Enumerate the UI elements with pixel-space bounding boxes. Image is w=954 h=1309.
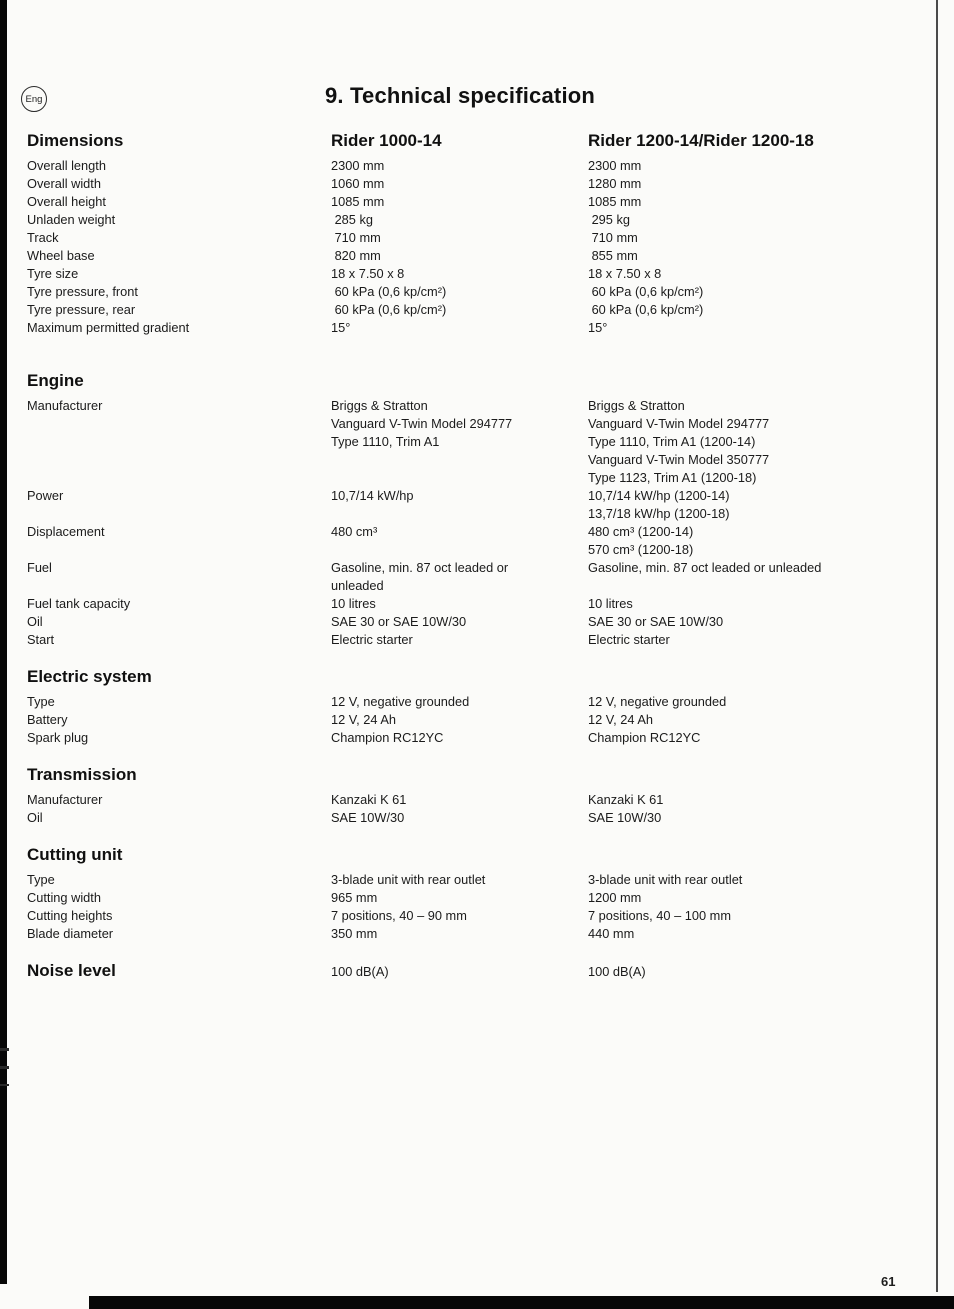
spec-label-text: Overall width bbox=[27, 176, 101, 191]
spec-label bbox=[27, 247, 331, 265]
spec-value-rider-1000-14 bbox=[331, 211, 588, 229]
spec-row bbox=[27, 319, 927, 337]
spec-value-rider-1000-14 bbox=[331, 397, 588, 451]
section-header-row bbox=[27, 845, 927, 865]
section-title bbox=[27, 131, 331, 151]
section-title-text: Noise level bbox=[27, 961, 116, 980]
spec-value-rider-1000-14 bbox=[331, 889, 588, 907]
spec-row bbox=[27, 157, 927, 175]
spec-value-rider-1200 bbox=[588, 791, 927, 809]
spec-value-rider-1200 bbox=[588, 247, 927, 265]
spec-row bbox=[27, 397, 927, 487]
spec-value-rider-1000-14-text: 2300 mm bbox=[331, 158, 385, 173]
spec-value-rider-1000-14-text: Electric starter bbox=[331, 632, 413, 647]
spec-row bbox=[27, 301, 927, 319]
spec-value-rider-1000-14 bbox=[331, 523, 588, 541]
spec-value-rider-1000-14-text: 965 mm bbox=[331, 890, 378, 905]
binding-mark bbox=[0, 1066, 9, 1069]
spec-label bbox=[27, 157, 331, 175]
spec-value-rider-1000-14-text: 1085 mm bbox=[331, 194, 385, 209]
spec-label bbox=[27, 907, 331, 925]
spec-value-rider-1000-14 bbox=[331, 711, 588, 729]
spec-label-text: Type bbox=[27, 694, 55, 709]
spec-value-rider-1000-14-text: 18 x 7.50 x 8 bbox=[331, 266, 405, 281]
spec-row bbox=[27, 791, 927, 809]
spec-value-rider-1200-text: SAE 10W/30 bbox=[588, 810, 662, 825]
spec-row bbox=[27, 211, 927, 229]
spec-label bbox=[27, 283, 331, 301]
spec-label bbox=[27, 791, 331, 809]
spec-value-rider-1000-14 bbox=[331, 247, 588, 265]
spec-value-rider-1200 bbox=[588, 871, 927, 889]
spec-value-rider-1000-14 bbox=[331, 319, 588, 337]
spec-value-rider-1200-text: 15° bbox=[588, 320, 608, 335]
spec-label bbox=[27, 889, 331, 907]
right-edge-line bbox=[936, 0, 938, 1292]
page-title: 9. Technical specification bbox=[324, 83, 596, 108]
section-title bbox=[27, 845, 331, 865]
spec-label-text: Cutting heights bbox=[27, 908, 113, 923]
spec-value-rider-1000-14 bbox=[331, 157, 588, 175]
spec-value-rider-1200-text: 7 positions, 40 – 100 mm bbox=[588, 908, 731, 923]
spec-label-text: Cutting width bbox=[27, 890, 101, 905]
spec-value-rider-1000-14-text: 100 dB(A) bbox=[331, 964, 389, 979]
spec-label bbox=[27, 301, 331, 319]
spec-value-rider-1000-14 bbox=[331, 229, 588, 247]
spec-value-rider-1200-text: 710 mm bbox=[588, 230, 638, 245]
spec-label bbox=[27, 211, 331, 229]
spec-row bbox=[27, 889, 927, 907]
section-title bbox=[27, 667, 331, 687]
spec-value-rider-1000-14 bbox=[331, 907, 588, 925]
spec-value-rider-1000-14-text: 1060 mm bbox=[331, 176, 385, 191]
spec-value-rider-1000-14 bbox=[331, 871, 588, 889]
spec-label-text: Tyre size bbox=[27, 266, 79, 281]
spec-value-rider-1200-text: 10,7/14 kW/hp (1200-14) bbox=[588, 488, 730, 503]
spec-value-rider-1200-text: 1280 mm bbox=[588, 176, 642, 191]
section-header-row bbox=[27, 371, 927, 391]
spec-label bbox=[27, 229, 331, 247]
section-header-row bbox=[27, 667, 927, 687]
spec-value-rider-1200 bbox=[588, 193, 927, 211]
spec-row bbox=[27, 711, 927, 729]
spec-value-rider-1000-14-text: unleaded bbox=[331, 578, 384, 593]
spec-value-rider-1000-14-text: SAE 30 or SAE 10W/30 bbox=[331, 614, 467, 629]
spec-row bbox=[27, 693, 927, 711]
spec-label bbox=[27, 595, 331, 613]
spec-value-rider-1000-14-text: Vanguard V-Twin Model 294777 bbox=[331, 416, 513, 431]
bottom-edge-bar bbox=[89, 1296, 954, 1309]
spec-row bbox=[27, 631, 927, 649]
spec-label-text: Manufacturer bbox=[27, 398, 103, 413]
spec-value-rider-1200-text: 12 V, 24 Ah bbox=[588, 712, 653, 727]
spec-value-rider-1000-14-text: 15° bbox=[331, 320, 351, 335]
spec-label-text: Displacement bbox=[27, 524, 105, 539]
spec-value-rider-1200-text: SAE 30 or SAE 10W/30 bbox=[588, 614, 724, 629]
spec-value-rider-1200 bbox=[588, 613, 927, 631]
spec-value-rider-1200 bbox=[588, 157, 927, 175]
spec-label-text: Blade diameter bbox=[27, 926, 114, 941]
section-title-text: Transmission bbox=[27, 765, 137, 784]
spec-value-rider-1000-14 bbox=[331, 265, 588, 283]
spec-value-rider-1000-14 bbox=[331, 595, 588, 613]
spec-value-rider-1200 bbox=[588, 265, 927, 283]
binding-mark bbox=[0, 1048, 9, 1051]
spec-value-rider-1000-14-text: 10 litres bbox=[331, 596, 376, 611]
spec-value-rider-1200 bbox=[588, 595, 927, 613]
spec-value-rider-1000-14-text: 710 mm bbox=[331, 230, 381, 245]
spec-value-rider-1000-14-text: 3-blade unit with rear outlet bbox=[331, 872, 486, 887]
spec-value-rider-1200-text: 480 cm³ (1200-14) bbox=[588, 524, 694, 539]
spec-value-rider-1200 bbox=[588, 907, 927, 925]
spec-label-text: Spark plug bbox=[27, 730, 89, 745]
spec-row bbox=[27, 595, 927, 613]
spec-value-rider-1200 bbox=[588, 319, 927, 337]
spec-value-rider-1200-text: 1200 mm bbox=[588, 890, 642, 905]
spec-label-text: Fuel bbox=[27, 560, 52, 575]
spec-row bbox=[27, 175, 927, 193]
spec-value-rider-1000-14-text: Kanzaki K 61 bbox=[331, 792, 407, 807]
spec-label bbox=[27, 175, 331, 193]
spec-value-rider-1000-14-text: Gasoline, min. 87 oct leaded or bbox=[331, 560, 509, 575]
spec-label bbox=[27, 193, 331, 211]
spec-row bbox=[27, 925, 927, 943]
spec-value-rider-1200-text: Kanzaki K 61 bbox=[588, 792, 664, 807]
spec-value-rider-1000-14-text: 285 kg bbox=[331, 212, 373, 227]
section-title-text: Dimensions bbox=[27, 131, 124, 150]
spec-value-rider-1200-text: 60 kPa (0,6 kp/cm²) bbox=[588, 302, 704, 317]
spec-row bbox=[27, 809, 927, 827]
spec-value-rider-1200-text: Champion RC12YC bbox=[588, 730, 701, 745]
spec-table bbox=[27, 131, 927, 987]
section-title-text: Electric system bbox=[27, 667, 152, 686]
spec-value-rider-1200-text: Vanguard V-Twin Model 350777 bbox=[588, 452, 770, 467]
spec-value-rider-1200 bbox=[588, 523, 927, 559]
spec-value-rider-1200-text: 295 kg bbox=[588, 212, 630, 227]
spec-label-text: Type bbox=[27, 872, 55, 887]
spec-value-rider-1000-14 bbox=[331, 809, 588, 827]
spec-row bbox=[27, 559, 927, 595]
spec-value-rider-1200-text: 1085 mm bbox=[588, 194, 642, 209]
spec-row bbox=[27, 907, 927, 925]
spec-label bbox=[27, 925, 331, 943]
spec-label bbox=[27, 397, 331, 415]
spec-value-rider-1000-14 bbox=[331, 791, 588, 809]
spec-row bbox=[27, 613, 927, 631]
spec-value-rider-1200-text: 3-blade unit with rear outlet bbox=[588, 872, 743, 887]
spec-row bbox=[27, 193, 927, 211]
page-number: 61 bbox=[881, 1274, 896, 1289]
spec-value-rider-1200-text: Gasoline, min. 87 oct leaded or unleaded bbox=[588, 560, 822, 575]
model-column-header-text: Rider 1200-14/Rider 1200-18 bbox=[588, 131, 814, 150]
spec-value-rider-1200-text: 13,7/18 kW/hp (1200-18) bbox=[588, 506, 730, 521]
spec-label bbox=[27, 487, 331, 505]
spec-value-rider-1000-14-text: 820 mm bbox=[331, 248, 381, 263]
spec-value-rider-1000-14 bbox=[331, 963, 588, 981]
spec-row bbox=[27, 729, 927, 747]
section-title bbox=[27, 961, 331, 981]
spec-label-text: Oil bbox=[27, 810, 43, 825]
spec-value-rider-1200 bbox=[588, 211, 927, 229]
section-title bbox=[27, 371, 331, 391]
spec-value-rider-1200 bbox=[588, 809, 927, 827]
section-header-row bbox=[27, 131, 927, 151]
model-column-header-text: Rider 1000-14 bbox=[331, 131, 442, 150]
spec-row bbox=[27, 523, 927, 559]
section-header-row bbox=[27, 961, 927, 981]
left-edge-bar bbox=[0, 0, 7, 1284]
spec-label-text: Oil bbox=[27, 614, 43, 629]
spec-value-rider-1200 bbox=[588, 487, 927, 523]
spec-label-text: Track bbox=[27, 230, 59, 245]
spec-value-rider-1200-text: 100 dB(A) bbox=[588, 964, 646, 979]
spec-value-rider-1200-text: Electric starter bbox=[588, 632, 670, 647]
spec-label-text: Battery bbox=[27, 712, 68, 727]
spec-row bbox=[27, 265, 927, 283]
spec-row bbox=[27, 871, 927, 889]
spec-value-rider-1000-14-text: 7 positions, 40 – 90 mm bbox=[331, 908, 467, 923]
spec-value-rider-1000-14-text: 10,7/14 kW/hp bbox=[331, 488, 414, 503]
spec-value-rider-1000-14 bbox=[331, 283, 588, 301]
spec-row bbox=[27, 247, 927, 265]
spec-label-text: Tyre pressure, rear bbox=[27, 302, 136, 317]
section-title bbox=[27, 765, 331, 785]
spec-label-text: Wheel base bbox=[27, 248, 95, 263]
spec-value-rider-1200-text: 855 mm bbox=[588, 248, 638, 263]
spec-label-text: Fuel tank capacity bbox=[27, 596, 131, 611]
spec-value-rider-1000-14-text: Briggs & Stratton bbox=[331, 398, 428, 413]
spec-label bbox=[27, 693, 331, 711]
binding-mark bbox=[0, 1084, 9, 1086]
spec-value-rider-1200-text: 60 kPa (0,6 kp/cm²) bbox=[588, 284, 704, 299]
spec-value-rider-1200 bbox=[588, 631, 927, 649]
spec-label-text: Start bbox=[27, 632, 55, 647]
spec-value-rider-1000-14 bbox=[331, 175, 588, 193]
spec-label bbox=[27, 809, 331, 827]
spec-value-rider-1200-text: Type 1110, Trim A1 (1200-14) bbox=[588, 434, 756, 449]
spec-label-text: Manufacturer bbox=[27, 792, 103, 807]
spec-value-rider-1000-14 bbox=[331, 193, 588, 211]
spec-value-rider-1200 bbox=[588, 925, 927, 943]
language-badge-label: Eng bbox=[25, 93, 43, 105]
spec-label bbox=[27, 711, 331, 729]
spec-value-rider-1000-14 bbox=[331, 729, 588, 747]
spec-value-rider-1200 bbox=[588, 693, 927, 711]
spec-value-rider-1000-14-text: 350 mm bbox=[331, 926, 378, 941]
spec-value-rider-1200 bbox=[588, 559, 927, 577]
spec-value-rider-1000-14-text: Type 1110, Trim A1 bbox=[331, 434, 440, 449]
spec-value-rider-1200 bbox=[588, 283, 927, 301]
spec-row bbox=[27, 487, 927, 523]
spec-label bbox=[27, 631, 331, 649]
spec-value-rider-1000-14-text: 12 V, negative grounded bbox=[331, 694, 470, 709]
spec-label bbox=[27, 523, 331, 541]
model-column-header bbox=[588, 131, 927, 151]
spec-value-rider-1200-text: 570 cm³ (1200-18) bbox=[588, 542, 694, 557]
spec-value-rider-1200 bbox=[588, 711, 927, 729]
spec-row bbox=[27, 283, 927, 301]
spec-label-text: Overall height bbox=[27, 194, 106, 209]
spec-label-text: Tyre pressure, front bbox=[27, 284, 138, 299]
spec-value-rider-1200 bbox=[588, 889, 927, 907]
spec-label bbox=[27, 265, 331, 283]
spec-value-rider-1200 bbox=[588, 963, 927, 981]
spec-value-rider-1000-14-text: SAE 10W/30 bbox=[331, 810, 405, 825]
spec-label bbox=[27, 613, 331, 631]
spec-value-rider-1200-text: 12 V, negative grounded bbox=[588, 694, 727, 709]
spec-value-rider-1000-14 bbox=[331, 487, 588, 505]
spec-value-rider-1200 bbox=[588, 229, 927, 247]
spec-value-rider-1200-text: 440 mm bbox=[588, 926, 635, 941]
model-column-header bbox=[331, 131, 588, 151]
spec-value-rider-1000-14 bbox=[331, 559, 588, 595]
spec-value-rider-1000-14 bbox=[331, 693, 588, 711]
spec-label-text: Unladen weight bbox=[27, 212, 116, 227]
spec-label bbox=[27, 729, 331, 747]
spec-value-rider-1200-text: 10 litres bbox=[588, 596, 633, 611]
spec-value-rider-1000-14-text: 60 kPa (0,6 kp/cm²) bbox=[331, 302, 447, 317]
spec-value-rider-1000-14-text: 60 kPa (0,6 kp/cm²) bbox=[331, 284, 447, 299]
spec-value-rider-1200-text: Briggs & Stratton bbox=[588, 398, 685, 413]
section-title-text: Engine bbox=[27, 371, 84, 390]
spec-value-rider-1000-14 bbox=[331, 631, 588, 649]
spec-value-rider-1000-14-text: 12 V, 24 Ah bbox=[331, 712, 396, 727]
spec-value-rider-1000-14 bbox=[331, 301, 588, 319]
spec-value-rider-1200-text: Type 1123, Trim A1 (1200-18) bbox=[588, 470, 757, 485]
section-title-text: Cutting unit bbox=[27, 845, 123, 864]
spec-label bbox=[27, 871, 331, 889]
section-header-row bbox=[27, 765, 927, 785]
spec-label-text: Overall length bbox=[27, 158, 106, 173]
spec-value-rider-1200 bbox=[588, 175, 927, 193]
spec-label-text: Maximum permitted gradient bbox=[27, 320, 190, 335]
spec-value-rider-1200-text: Vanguard V-Twin Model 294777 bbox=[588, 416, 770, 431]
spec-value-rider-1200-text: 2300 mm bbox=[588, 158, 642, 173]
spec-label-text: Power bbox=[27, 488, 64, 503]
spec-value-rider-1000-14-text: 480 cm³ bbox=[331, 524, 378, 539]
spec-value-rider-1200-text: 18 x 7.50 x 8 bbox=[588, 266, 662, 281]
spec-value-rider-1200 bbox=[588, 397, 927, 487]
spec-label bbox=[27, 559, 331, 577]
spec-value-rider-1200 bbox=[588, 729, 927, 747]
spec-value-rider-1200 bbox=[588, 301, 927, 319]
spec-value-rider-1000-14-text: Champion RC12YC bbox=[331, 730, 444, 745]
spec-row bbox=[27, 229, 927, 247]
spec-value-rider-1000-14 bbox=[331, 613, 588, 631]
spec-value-rider-1000-14 bbox=[331, 925, 588, 943]
spec-label bbox=[27, 319, 331, 337]
